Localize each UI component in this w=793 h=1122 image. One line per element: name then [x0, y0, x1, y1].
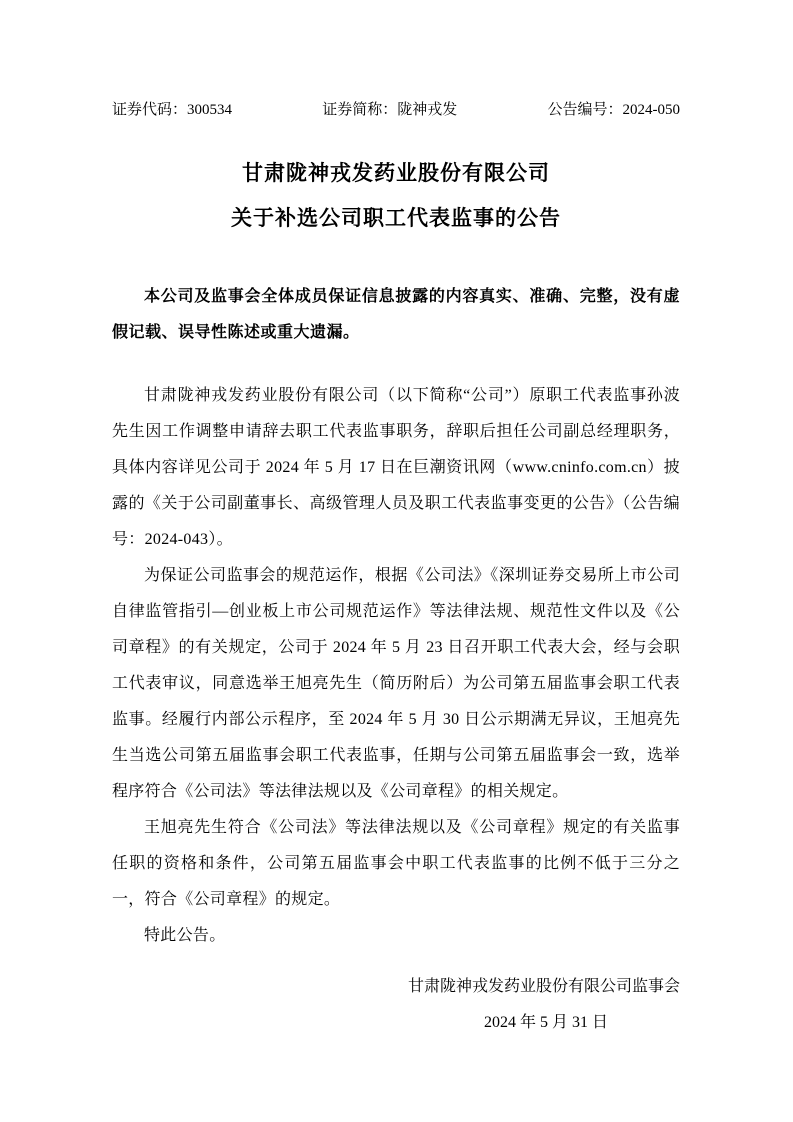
disclosure-statement: 本公司及监事会全体成员保证信息披露的内容真实、准确、完整，没有虚假记载、误导性陈述或重大遗漏。 [112, 288, 680, 341]
announcement-title: 关于补选公司职工代表监事的公告 [231, 206, 561, 230]
paragraph-election: 为保证公司监事会的规范运作，根据《公司法》《深圳证券交易所上市公司自律监管指引—创业板上市公司规范运作》等法律法规、规范性文件以及《公司章程》的有关规定，公司于 2024 年 5 月 23 日召开职工代表大会，经与会职工代表审议，同意选举王旭亮先生（简历附后）为公司第五届监事会职工代表监事。经履行内部公示程序，至 2024 年 5 月 30 日公示期满无异议，王旭亮先生当选公司第五届监事会职工代表监事，任期与公司第五届监事会一致，选举程序符合《公司法》等法律法规以及《公司章程》的相关规定。 [112, 567, 680, 800]
date-line: 2024 年 5 月 31 日 [483, 1014, 608, 1031]
document-header [112, 101, 680, 120]
paragraph-closing: 特此公告。 [144, 927, 226, 944]
company-name-title: 甘肃陇神戎发药业股份有限公司 [242, 161, 550, 185]
paragraph-qualification: 王旭亮先生符合《公司法》等法律法规以及《公司章程》规定的有关监事任职的资格和条件，公司第五届监事会中职工代表监事的比例不低于三分之一，符合《公司章程》的规定。 [112, 819, 680, 908]
stock-short-name: 证券简称：陇神戎发 [322, 102, 458, 118]
paragraph-resignation: 甘肃陇神戎发药业股份有限公司（以下简称“公司”）原职工代表监事孙波先生因工作调整申请辞去职工代表监事职务，辞职后担任公司副总经理职务，具体内容详见公司于 2024 年 5 月 17 日在巨潮资讯网（www.cninfo.com.cn）披露的《关于公司副董事长、高级管理人员及职工代表监事变更的公告》（公告编号：2024-043）。 [112, 387, 680, 548]
announcement-number: 公告编号：2024-050 [547, 102, 680, 118]
signature-line: 甘肃陇神戎发药业股份有限公司监事会 [407, 978, 680, 995]
stock-code: 证券代码：300534 [112, 102, 233, 118]
document-title [112, 151, 680, 241]
